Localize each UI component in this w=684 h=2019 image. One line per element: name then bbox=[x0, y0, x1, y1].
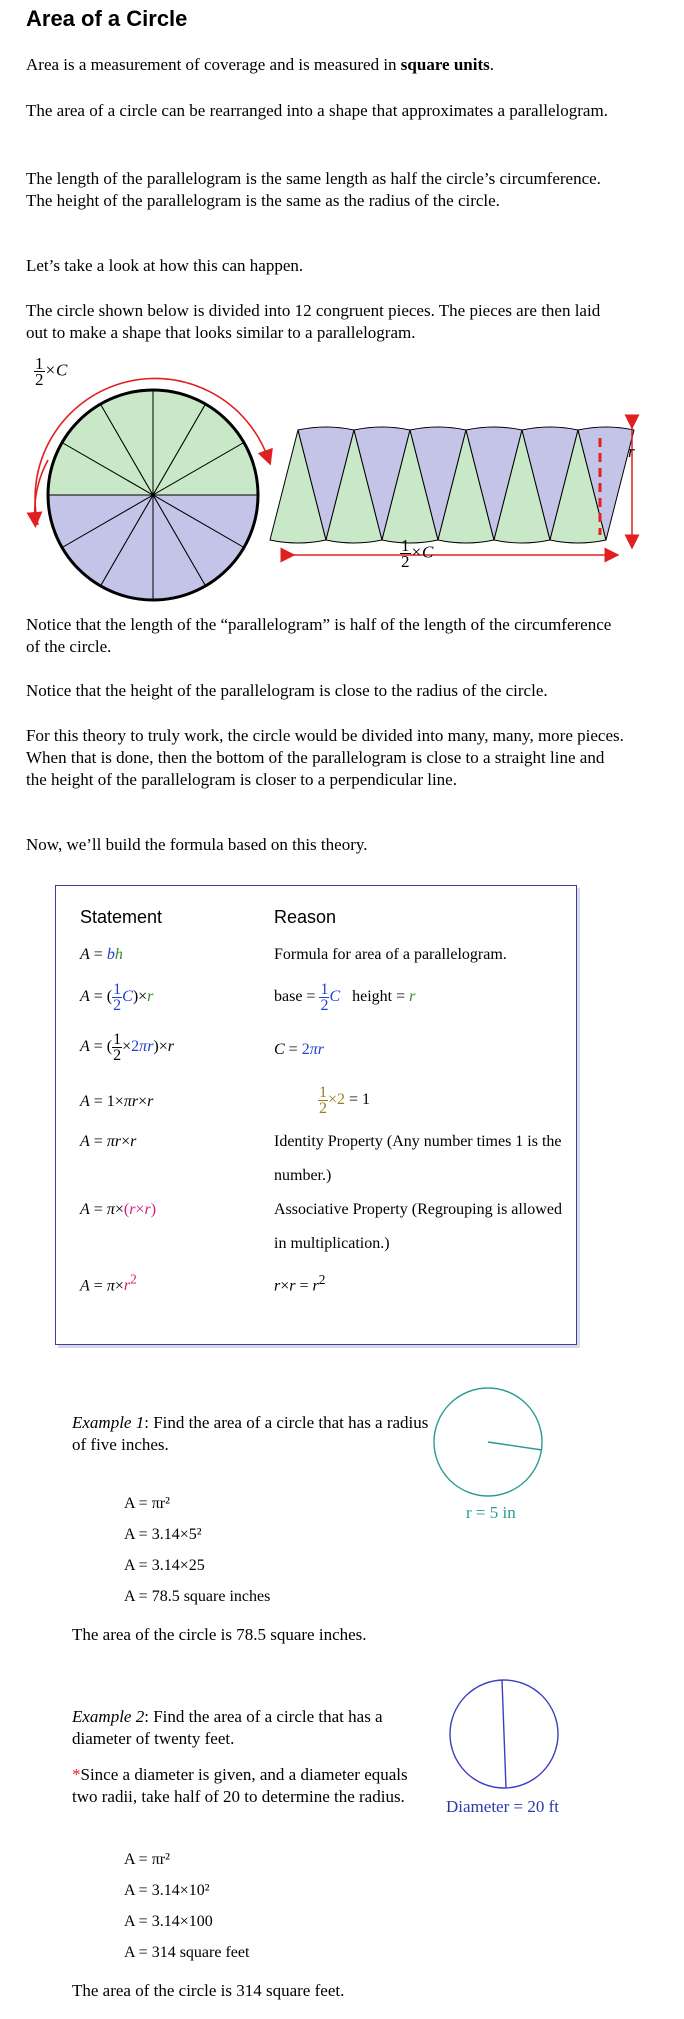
intro-paragraph-units bbox=[26, 54, 626, 76]
calc-line: A = 3.14×25 bbox=[124, 1557, 205, 1574]
calc-line: A = πr² bbox=[124, 1851, 170, 1868]
radius-label: r bbox=[628, 442, 635, 461]
statement-7: $A = \pi\times r^2$ bbox=[80, 1272, 137, 1295]
reason-2: base = $\frac{1}{2}$ C height = r bbox=[274, 981, 416, 1014]
statement-5: A = πr×r bbox=[80, 1133, 137, 1150]
notice-length-paragraph: Notice that the length of the “parallelogram” is half of the length of the circumference of the circle. bbox=[26, 615, 612, 656]
example-2-note: *Since a diameter is given, and a diameter equals two radii, take half of 20 to determine the radius. bbox=[72, 1765, 408, 1806]
intro-paragraph-pieces: The circle shown below is divided into 12 congruent pieces. The pieces are then laid out to make a shape that looks similar to a parallelogram. bbox=[26, 301, 601, 342]
calc-line: A = 3.14×5² bbox=[124, 1526, 202, 1543]
reason-header: Reason bbox=[274, 907, 337, 927]
statement-2: A = ( $\frac{1}{2}$ C)×r bbox=[80, 981, 154, 1014]
theory-paragraph: For this theory to truly work, the circle would be divided into many, many, more pieces. When that is done, then the bottom of the parallelogram is close to a straight line and the height of the parallelogram is closer to a perpendicular line. bbox=[26, 726, 624, 789]
reason-5: Identity Property (Any number times 1 is the number.) bbox=[274, 1133, 562, 1184]
calc-line: A = 3.14×10² bbox=[124, 1882, 210, 1899]
notice-height-paragraph: Notice that the height of the parallelogram is close to the radius of the circle. bbox=[26, 681, 548, 700]
statement-header: Statement bbox=[80, 907, 163, 927]
parallelogram-pieces bbox=[270, 427, 634, 543]
example-1-radius-label: r = 5 in bbox=[466, 1503, 516, 1522]
units-period: . bbox=[489, 55, 495, 74]
units-bold: square units bbox=[400, 55, 490, 74]
half-circumference-arrow-left bbox=[35, 460, 48, 520]
example-2-conclusion: The area of the circle is 314 square feet. bbox=[72, 1981, 345, 2000]
calc-line: A = πr² bbox=[124, 1495, 170, 1512]
example-2-calculation bbox=[124, 1844, 249, 1968]
calc-line: A = 3.14×100 bbox=[124, 1913, 213, 1930]
example-1-calculation bbox=[124, 1488, 270, 1612]
page-title: Area of a Circle bbox=[26, 6, 188, 31]
reason-3: C = 2πr bbox=[274, 1041, 324, 1058]
example-1-circle bbox=[430, 1384, 550, 1504]
example-2-diameter-label: Diameter = 20 ft bbox=[446, 1797, 559, 1816]
calc-line: A = 314 square feet bbox=[124, 1944, 250, 1961]
statement-6: A = π×(r×r) bbox=[80, 1201, 157, 1218]
calc-line: A = 78.5 square inches bbox=[124, 1588, 271, 1605]
reason-7: $r\times r = r^2$ bbox=[274, 1272, 326, 1295]
example-2-prompt: Example 2: Find the area of a circle that has a diameter of twenty feet. bbox=[72, 1707, 383, 1748]
circle-parallelogram-figure bbox=[20, 350, 680, 610]
half-c-label-parallelogram: $\frac{1}{2}$ ×C bbox=[401, 536, 434, 571]
statement-1: A = bh bbox=[80, 946, 123, 963]
intro-paragraph-rearrange: The area of a circle can be rearranged into a shape that approximates a parallelogram. bbox=[26, 101, 608, 120]
half-c-label-circle: $\frac{1}{2}$ ×C bbox=[35, 354, 68, 389]
statement-4: A = 1×πr×r bbox=[80, 1093, 154, 1110]
reason-1: Formula for area of a parallelogram. bbox=[274, 946, 507, 963]
intro-paragraph-length: The length of the parallelogram is the same length as half the circle’s circumference. The height of the parallelogram is the same as the radius of the circle. bbox=[26, 169, 601, 210]
example-2-circle bbox=[446, 1676, 566, 1796]
statement-3: A = ( $\frac{1}{2}$ ×2πr)×r bbox=[80, 1031, 175, 1064]
reason-4: $\frac{1}{2}$ ×2 = 1 bbox=[319, 1084, 371, 1117]
units-text: Area is a measurement of coverage and is measured in bbox=[26, 55, 401, 74]
intro-paragraph-look: Let’s take a look at how this can happen. bbox=[26, 256, 304, 275]
reason-6: Associative Property (Regrouping is allowed in multiplication.) bbox=[274, 1201, 562, 1252]
example-1-conclusion: The area of the circle is 78.5 square inches. bbox=[72, 1625, 367, 1644]
example-1-prompt: Example 1: Find the area of a circle that has a radius of five inches. bbox=[72, 1413, 429, 1454]
build-formula-paragraph: Now, we’ll build the formula based on this theory. bbox=[26, 835, 368, 854]
